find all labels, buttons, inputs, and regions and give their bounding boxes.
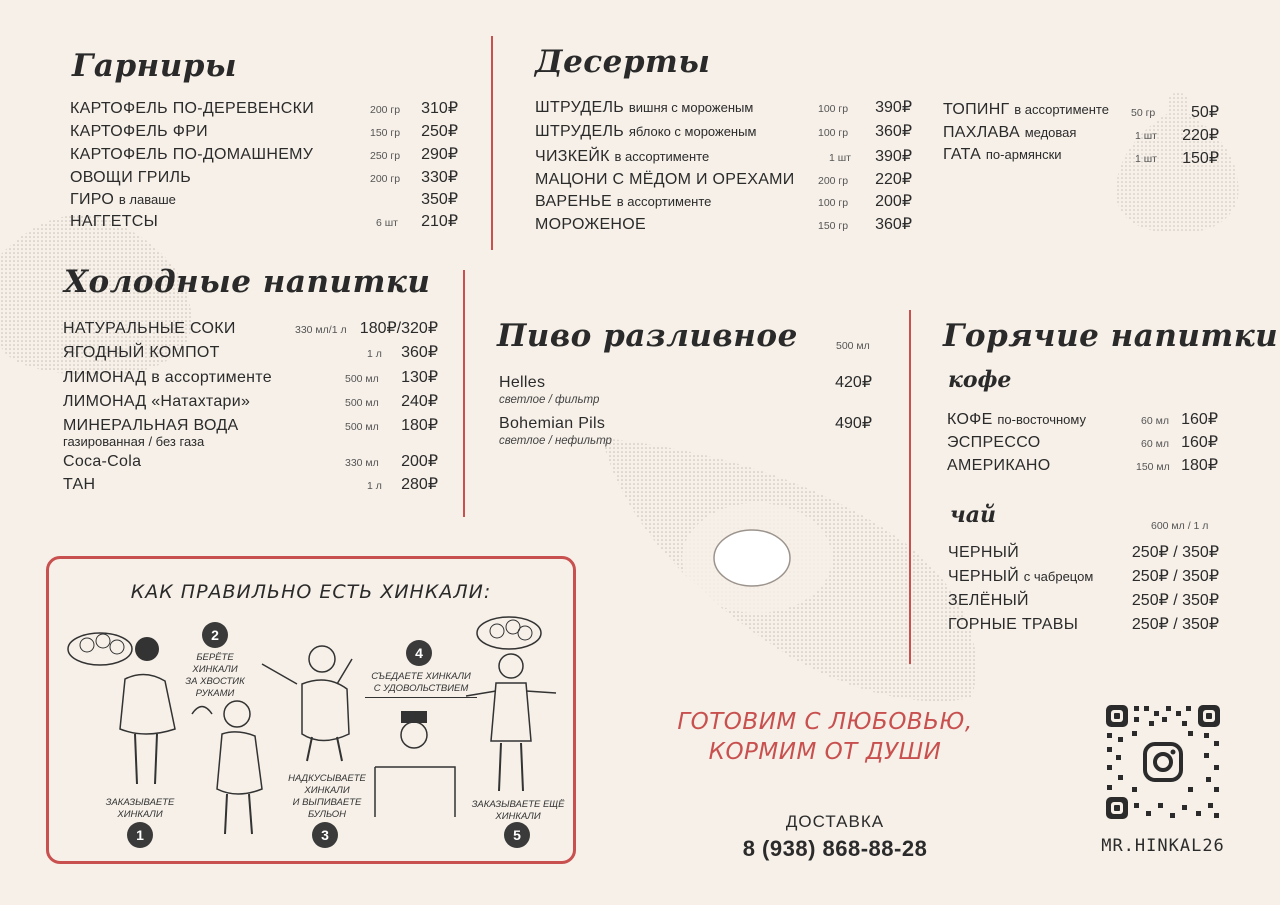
- menu-item: КОФЕ по-восточному 60 мл 160₽: [947, 411, 1218, 428]
- step-2-text: БЕРЁТЕ ХИНКАЛИ ЗА ХВОСТИК РУКАМИ: [185, 652, 245, 699]
- howto-box: [46, 556, 576, 864]
- menu-item: ЗЕЛЁНЫЙ 250₽ / 350₽: [948, 592, 1219, 609]
- man-eating-illustration: [373, 705, 463, 820]
- tea-volume: 600 мл / 1 л: [1151, 520, 1209, 532]
- menu-item: Helles светлое / фильтр 420₽: [499, 374, 872, 406]
- menu-item: МАЦОНИ С МЁДОМ И ОРЕХАМИ 200 гр 220₽: [535, 171, 912, 188]
- menu-item: ПАХЛАВА медовая 1 шт 220₽: [943, 124, 1219, 144]
- qr-code[interactable]: [1104, 703, 1222, 821]
- menu-item: КАРТОФЕЛЬ ФРИ 150 гр 250₽: [70, 123, 458, 140]
- man-with-tray-illustration: [461, 611, 571, 796]
- menu-item: ГОРНЫЕ ТРАВЫ 250₽ / 350₽: [948, 616, 1219, 633]
- menu-item: ВАРЕНЬЕ в ассортименте 100 гр 200₽: [535, 193, 912, 210]
- menu-item: НАГГЕТСЫ 6 шт 210₽: [70, 213, 458, 230]
- menu-item: ЭСПРЕССО 60 мл 160₽: [947, 434, 1218, 451]
- step-2-badge: 2: [202, 622, 228, 648]
- menu-item: АМЕРИКАНО 150 мл 180₽: [947, 457, 1218, 474]
- step-5-text: ЗАКАЗЫВАЕТЕ ЕЩЁ ХИНКАЛИ: [471, 799, 565, 822]
- menu-item: МОРОЖЕНОЕ 150 гр 360₽: [535, 216, 912, 233]
- menu-item: КАРТОФЕЛЬ ПО-ДЕРЕВЕНСКИ 200 гр 310₽: [70, 100, 458, 117]
- menu-item: ГАТА по-армянски 1 шт 150₽: [943, 146, 1219, 167]
- desserts-title: Десерты: [535, 44, 711, 80]
- menu-item: ОВОЩИ ГРИЛЬ 200 гр 330₽: [70, 169, 458, 186]
- tea-subtitle: чай: [950, 502, 996, 528]
- hot-drinks-title: Горячие напитки: [943, 318, 1279, 354]
- step-4-text: СЪЕДАЕТЕ ХИНКАЛИ С УДОВОЛЬСТВИЕМ: [365, 671, 477, 698]
- step-1-text: ЗАКАЗЫВАЕТЕ ХИНКАЛИ: [105, 797, 175, 820]
- menu-item: Bohemian Pils светлое / нефильтр 490₽: [499, 415, 872, 447]
- beer-title: Пиво разливное: [497, 318, 798, 354]
- step-3-badge: 3: [312, 822, 338, 848]
- divider-line: [909, 310, 911, 664]
- social-handle[interactable]: MR.HINKAL26: [1101, 836, 1225, 856]
- howto-title: КАК ПРАВИЛЬНО ЕСТЬ ХИНКАЛИ:: [130, 581, 492, 603]
- menu-item: ТОПИНГ в ассортименте 50 гр 50₽: [943, 101, 1219, 121]
- divider-line: [463, 270, 465, 517]
- menu-item: ЛИМОНАД в ассортименте 500 мл 130₽: [63, 369, 438, 386]
- menu-item: ЧИЗКЕЙК в ассортименте 1 шт 390₽: [535, 148, 912, 165]
- delivery-label: ДОСТАВКА: [785, 812, 885, 831]
- step-3-text: НАДКУСЫВАЕТЕ ХИНКАЛИ И ВЫПИВАЕТЕ БУЛЬОН: [288, 773, 366, 820]
- coffee-subtitle: кофе: [948, 367, 1012, 393]
- slogan-line-2: КОРМИМ ОТ ДУШИ: [708, 739, 942, 765]
- beer-volume: 500 мл: [836, 340, 870, 352]
- menu-item: ЯГОДНЫЙ КОМПОТ 1 л 360₽: [63, 344, 438, 361]
- menu-item: ЧЕРНЫЙ с чабрецом 250₽ / 350₽: [948, 568, 1219, 585]
- delivery-phone[interactable]: 8 (938) 868-88-28: [742, 836, 928, 861]
- divider-line: [491, 36, 493, 250]
- menu-item: ГИРО в лаваше 350₽: [70, 191, 458, 208]
- menu-item: КАРТОФЕЛЬ ПО-ДОМАШНЕМУ 250 гр 290₽: [70, 146, 458, 163]
- menu-item: МИНЕРАЛЬНАЯ ВОДА газированная / без газа 500 мл 180₽: [63, 417, 438, 449]
- menu-item: ЛИМОНАД «Натахтари» 500 мл 240₽: [63, 393, 438, 410]
- menu-item: ШТРУДЕЛЬ яблоко с мороженым 100 гр 360₽: [535, 123, 912, 140]
- slogan-line-1: ГОТОВИМ С ЛЮБОВЬЮ,: [677, 709, 973, 735]
- man-drinking-broth-illustration: [257, 639, 367, 764]
- step-4-badge: 4: [406, 640, 432, 666]
- menu-item: ТАН 1 л 280₽: [63, 476, 438, 493]
- cold-drinks-title: Холодные напитки: [64, 264, 431, 300]
- waiter-illustration: [65, 619, 185, 789]
- garnish-title: Гарниры: [72, 48, 238, 84]
- step-1-badge: 1: [127, 822, 153, 848]
- menu-item: ШТРУДЕЛЬ вишня с мороженым 100 гр 390₽: [535, 99, 912, 116]
- menu-item: ЧЕРНЫЙ 250₽ / 350₽: [948, 544, 1219, 561]
- menu-item: НАТУРАЛЬНЫЕ СОКИ 330 мл/1 л 180₽/320₽: [63, 320, 438, 337]
- menu-item: Coca-Cola 330 мл 200₽: [63, 453, 438, 470]
- step-5-badge: 5: [504, 822, 530, 848]
- khachapuri-illustration: [592, 418, 992, 718]
